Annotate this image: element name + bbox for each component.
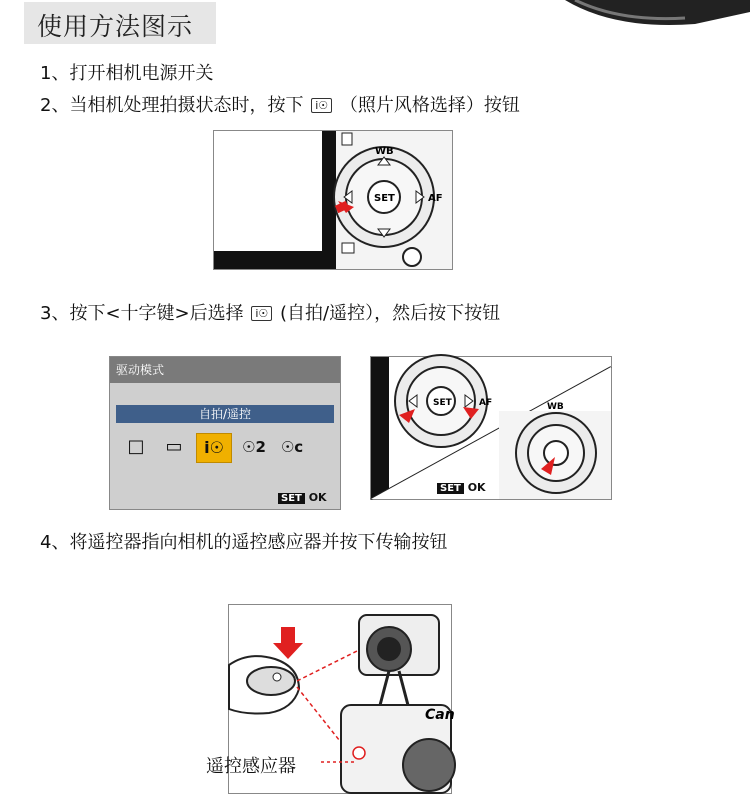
set-ok-hint: [278, 491, 327, 504]
step-3-text: [40, 299, 500, 325]
step-2-prefix: 2、当相机处理拍摄状态时，按下: [40, 95, 304, 116]
step-3-prefix: 3、按下<十字键>后选择: [40, 303, 244, 324]
self-timer-button-icon: i☉: [251, 306, 272, 321]
figure-camera-back: [213, 130, 453, 270]
cross-key-drawing: [371, 357, 611, 499]
step-4-text: 4、将遥控器指向相机的遥控感应器并按下传输按钮: [40, 532, 448, 553]
wb-label-bottom: WB: [547, 402, 564, 412]
menu-subtitle: 自拍/遥控: [116, 405, 334, 423]
wb-label: WB: [375, 146, 394, 157]
page-title: 使用方法图示: [37, 12, 194, 41]
remote-sensor-label: 遥控感应器: [206, 756, 296, 777]
camera-brand-text: Can: [425, 707, 455, 723]
set-label: SET: [374, 193, 395, 204]
self-timer-remote-icon: i☉: [196, 433, 232, 463]
drive-mode-options: [120, 433, 308, 463]
ok-label: OK: [308, 491, 327, 504]
af-label-top: AF: [479, 398, 493, 408]
af-label: AF: [428, 193, 443, 204]
set-key-label: SET: [437, 483, 464, 494]
set-label-top: SET: [433, 398, 452, 408]
figure-cross-key: [370, 356, 612, 500]
step-2-text: [40, 91, 520, 117]
title-banner: [24, 2, 216, 44]
self-timer-2s-icon: ☉2: [242, 438, 266, 456]
step-3-suffix: (自拍/遥控），然后按下按钮: [280, 303, 501, 324]
self-timer-continuous-icon: ☉c: [280, 438, 304, 456]
ok-label: OK: [467, 481, 486, 494]
menu-title: 驱动模式: [116, 363, 165, 377]
single-shot-icon: □: [127, 436, 145, 457]
lens-corner-image: [555, 0, 750, 30]
camera-back-drawing: [214, 131, 452, 269]
set-key-label: SET: [278, 493, 305, 504]
self-timer-button-icon: i☉: [311, 98, 332, 113]
step-1-text: 1、打开相机电源开关: [40, 63, 214, 84]
figure-drive-mode-menu: [109, 356, 341, 510]
continuous-shot-icon: ▭: [165, 436, 183, 457]
step-2-suffix: （照片风格选择）按钮: [339, 95, 520, 116]
sensor-leader-line: [321, 759, 361, 765]
set-ok-hint: [437, 481, 486, 494]
